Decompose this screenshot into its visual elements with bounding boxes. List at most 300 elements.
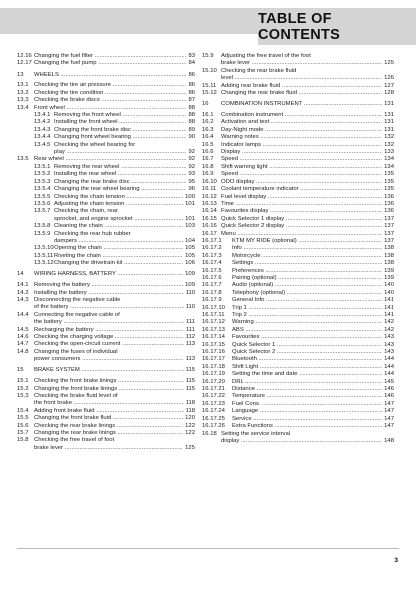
toc-entry-title: Favourites ..... xyxy=(232,334,382,341)
toc-left-column xyxy=(17,53,195,452)
toc-entry[interactable] xyxy=(202,231,394,238)
toc-entry-body xyxy=(34,282,195,289)
toc-entry[interactable] xyxy=(17,97,195,104)
toc-entry[interactable] xyxy=(17,245,195,252)
toc-entry-body xyxy=(221,179,394,186)
toc-chapter-entry[interactable] xyxy=(17,271,195,278)
toc-entry[interactable] xyxy=(202,371,394,378)
toc-entry-last-line xyxy=(221,112,394,119)
toc-entry-number: 16.17.24 xyxy=(202,408,225,415)
toc-entry-title: Changing the front brake linings ..... xyxy=(34,386,184,393)
toc-entry-number: 16.17.21 xyxy=(202,386,225,393)
toc-entry-title: Info ..... xyxy=(232,245,382,252)
toc-entry-title: Preferences ..... xyxy=(232,268,382,275)
toc-entry-number: 14.4 xyxy=(17,311,29,318)
toc-entry[interactable] xyxy=(17,437,195,452)
toc-entry-title: Quick Selector 2 display ..... xyxy=(221,223,382,230)
toc-entry[interactable] xyxy=(202,208,394,215)
toc-entry-body xyxy=(232,364,394,371)
toc-entry-body xyxy=(34,105,195,112)
toc-entry[interactable] xyxy=(202,408,394,415)
toc-entry[interactable] xyxy=(202,275,394,282)
toc-entry-body xyxy=(221,134,394,141)
toc-entry[interactable] xyxy=(202,156,394,163)
toc-entry[interactable] xyxy=(17,119,195,126)
toc-entry-title-line: Checking the brake fluid level of xyxy=(34,393,118,400)
toc-entry-page: 115 xyxy=(185,385,195,392)
toc-entry-page: 147 xyxy=(384,415,394,422)
toc-entry[interactable] xyxy=(202,179,394,186)
toc-entry-title-line: Disconnecting the negative cable xyxy=(34,296,121,303)
toc-entry-last-line xyxy=(34,282,195,289)
toc-entry-title: General Info ..... xyxy=(232,297,382,304)
toc-entry-page: 147 xyxy=(384,400,394,407)
toc-entry-title: Changing the rear brake disc ..... xyxy=(54,179,186,186)
toc-entry-number: 16.18 xyxy=(202,430,217,437)
toc-entry-last-line xyxy=(34,72,195,79)
toc-entry-body xyxy=(34,90,195,97)
toc-entry-number: 15.7 xyxy=(17,430,29,437)
toc-entry-body xyxy=(221,164,394,171)
toc-entry-number: 13.5.3 xyxy=(34,178,51,185)
header-tab xyxy=(258,8,416,45)
toc-entry-body xyxy=(54,223,195,230)
toc-entry[interactable] xyxy=(202,334,394,341)
toc-entry[interactable] xyxy=(17,179,195,186)
toc-entry-title: Front wheel ..... xyxy=(34,105,186,112)
toc-entry[interactable] xyxy=(202,142,394,149)
toc-entry-body xyxy=(221,112,394,119)
toc-entry-body xyxy=(221,53,394,68)
toc-entry[interactable] xyxy=(202,319,394,326)
toc-entry[interactable] xyxy=(17,297,195,312)
toc-entry[interactable] xyxy=(17,201,195,208)
toc-entry[interactable] xyxy=(202,379,394,386)
toc-entry-page: 135 xyxy=(384,171,394,178)
toc-entry[interactable] xyxy=(202,149,394,156)
toc-entry-last-line xyxy=(221,223,394,230)
toc-entry-last-line xyxy=(34,430,195,437)
toc-entry-page: 137 xyxy=(384,223,394,230)
toc-entry-page: 86 xyxy=(188,71,195,78)
toc-entry-last-line xyxy=(221,90,394,97)
toc-entry-title: Quick Selector 1 ..... xyxy=(232,342,382,349)
toc-entry[interactable] xyxy=(202,260,394,267)
toc-entry-last-line xyxy=(221,216,394,223)
toc-entry[interactable] xyxy=(17,112,195,119)
toc-entry[interactable] xyxy=(17,186,195,193)
toc-entry-last-line xyxy=(232,327,394,334)
toc-entry-page: 87 xyxy=(188,97,195,104)
toc-entry-last-line xyxy=(34,327,195,334)
toc-entry-number: 15 xyxy=(17,367,24,374)
toc-entry[interactable] xyxy=(17,231,195,246)
toc-entry-body xyxy=(221,68,394,83)
toc-entry-page: 106 xyxy=(185,260,195,267)
toc-entry-last-line xyxy=(34,334,195,341)
toc-entry-page: 115 xyxy=(185,378,195,385)
toc-entry[interactable] xyxy=(202,216,394,223)
toc-entry-number: 16.15 xyxy=(202,215,217,222)
toc-entry-page: 139 xyxy=(384,267,394,274)
toc-entry-number: 16.7 xyxy=(202,156,214,163)
toc-entry-body xyxy=(34,72,195,79)
toc-entry-body xyxy=(54,179,195,186)
toc-entry-number: 16 xyxy=(202,101,209,108)
toc-entry-title: KTM MY RIDE (optional) ..... xyxy=(232,238,382,245)
toc-entry-number: 15.12 xyxy=(202,90,217,97)
toc-entry-page: 111 xyxy=(186,326,195,333)
toc-entry-last-line xyxy=(221,134,394,141)
toc-entry-body xyxy=(54,194,195,201)
toc-entry-page: 113 xyxy=(185,356,195,363)
toc-entry-body xyxy=(34,53,195,60)
toc-entry-page: 104 xyxy=(185,237,195,244)
toc-entry-body xyxy=(232,268,394,275)
toc-entry-last-line xyxy=(221,75,394,82)
toc-entry[interactable] xyxy=(202,194,394,201)
toc-entry-page: 146 xyxy=(384,386,394,393)
toc-entry-page: 103 xyxy=(185,223,195,230)
toc-entry-number: 13.5.4 xyxy=(34,186,51,193)
toc-entry-last-line xyxy=(232,393,394,400)
toc-entry-page: 112 xyxy=(185,334,195,340)
toc-entry-last-line xyxy=(232,275,394,282)
toc-entry-number: 16.17.17 xyxy=(202,356,225,363)
toc-entry[interactable] xyxy=(17,208,195,223)
toc-entry-body xyxy=(221,223,394,230)
toc-entry[interactable] xyxy=(17,171,195,178)
toc-chapter-entry[interactable] xyxy=(17,72,195,79)
toc-entry-last-line xyxy=(232,349,394,356)
toc-entry-number: 15.9 xyxy=(202,53,214,59)
toc-entry-last-line xyxy=(54,134,195,141)
toc-entry-number: 16.17.18 xyxy=(202,363,225,370)
toc-entry-last-line xyxy=(34,378,195,385)
toc-entry-title-line: Checking the free travel of foot xyxy=(34,437,115,444)
toc-entry[interactable] xyxy=(202,386,394,393)
toc-entry[interactable] xyxy=(17,282,195,289)
toc-entry-number: 15.6 xyxy=(17,422,29,429)
page-title: TABLE OF CONTENTS xyxy=(258,10,341,43)
toc-entry[interactable] xyxy=(202,119,394,126)
toc-entry-number: 16.17.14 xyxy=(202,334,225,341)
toc-entry[interactable] xyxy=(17,386,195,393)
toc-entry-body xyxy=(34,349,195,364)
toc-entry[interactable] xyxy=(17,60,195,67)
toc-entry[interactable] xyxy=(17,312,195,327)
toc-entry-body xyxy=(34,82,195,89)
toc-entry-title: power consumers ..... xyxy=(34,356,184,363)
toc-entry-number: 16.2 xyxy=(202,119,214,126)
toc-entry-body xyxy=(34,60,195,67)
toc-entry-last-line xyxy=(232,253,394,260)
toc-entry-title: Checking the open-circuit current ..... xyxy=(34,341,184,348)
toc-entry[interactable] xyxy=(17,105,195,112)
toc-entry[interactable] xyxy=(17,327,195,334)
toc-entry[interactable] xyxy=(17,334,195,341)
toc-entry-page: 142 xyxy=(384,326,394,333)
toc-entry-number: 16.17.2 xyxy=(202,245,222,252)
toc-entry-body xyxy=(54,208,195,223)
toc-entry[interactable] xyxy=(17,82,195,89)
toc-entry[interactable] xyxy=(202,327,394,334)
toc-chapter-entry[interactable] xyxy=(17,367,195,374)
toc-entry-number: 12.17 xyxy=(17,60,32,67)
toc-entry-title: COMBINATION INSTRUMENT ..... xyxy=(221,101,382,108)
toc-entry-title: Removing the front wheel ..... xyxy=(54,112,186,119)
toc-entry-page: 136 xyxy=(384,200,394,207)
toc-entry[interactable] xyxy=(202,349,394,356)
toc-entry-title: Changing the rear brake fluid ..... xyxy=(221,90,382,97)
toc-entry[interactable] xyxy=(17,260,195,267)
toc-entry-page: 120 xyxy=(185,415,195,422)
toc-entry-number: 16.17.3 xyxy=(202,252,222,259)
toc-entry[interactable] xyxy=(202,268,394,275)
toc-entry[interactable] xyxy=(202,356,394,363)
toc-entry-page: 131 xyxy=(384,119,394,126)
toc-entry-last-line xyxy=(232,297,394,304)
toc-entry-number: 16.17.8 xyxy=(202,289,222,296)
toc-entry-number: 14.3 xyxy=(17,296,29,303)
toc-entry-page: 136 xyxy=(384,208,394,215)
toc-chapter-entry[interactable] xyxy=(202,101,394,108)
toc-entry[interactable] xyxy=(202,297,394,304)
toc-entry[interactable] xyxy=(17,393,195,408)
toc-entry-body xyxy=(232,275,394,282)
toc-entry-title: Checking the tire air pressure ..... xyxy=(34,82,186,89)
toc-entry-title: Riveting the chain ..... xyxy=(54,253,183,260)
toc-entry[interactable] xyxy=(202,253,394,260)
toc-entry[interactable] xyxy=(202,423,394,430)
toc-entry-number: 13.4.1 xyxy=(34,112,51,119)
toc-entry[interactable] xyxy=(17,378,195,385)
toc-entry-title: Opening the chain ..... xyxy=(54,245,183,252)
toc-entry-last-line xyxy=(34,445,195,452)
toc-entry-page: 131 xyxy=(384,126,394,133)
toc-entry-body xyxy=(34,393,195,408)
toc-entry[interactable] xyxy=(202,68,394,83)
toc-entry[interactable] xyxy=(17,127,195,134)
toc-entry-body xyxy=(34,386,195,393)
toc-entry-page: 122 xyxy=(185,430,195,437)
toc-entry[interactable] xyxy=(202,238,394,245)
toc-entry-body xyxy=(34,378,195,385)
toc-right-column xyxy=(202,53,394,445)
toc-entry[interactable] xyxy=(202,393,394,400)
toc-entry-body xyxy=(34,97,195,104)
toc-entry[interactable] xyxy=(17,408,195,415)
toc-entry-page: 125 xyxy=(384,60,394,67)
toc-entry[interactable] xyxy=(17,134,195,141)
toc-entry[interactable] xyxy=(202,342,394,349)
toc-entry[interactable] xyxy=(17,430,195,437)
toc-entry-number: 16.17.4 xyxy=(202,260,222,267)
toc-entry-title: Pairing (optional) ..... xyxy=(232,275,382,282)
toc-entry-last-line xyxy=(221,208,394,215)
toc-entry-last-line xyxy=(221,142,394,149)
toc-entry-title: Trip 1 ..... xyxy=(232,305,382,312)
toc-entry-title: Bluetooth ..... xyxy=(232,356,382,363)
toc-entry[interactable] xyxy=(202,164,394,171)
toc-entry-page: 137 xyxy=(384,237,394,244)
toc-entry[interactable] xyxy=(202,201,394,208)
toc-entry-body xyxy=(232,238,394,245)
toc-entry-body xyxy=(34,271,195,278)
toc-entry[interactable] xyxy=(17,53,195,60)
toc-entry-page: 142 xyxy=(384,319,394,326)
toc-entry-title-line: Changing the fuses of individual xyxy=(34,348,118,355)
toc-entry-number: 16.17.15 xyxy=(202,341,225,348)
toc-entry-page: 143 xyxy=(384,349,394,356)
toc-entry-last-line xyxy=(232,290,394,297)
toc-entry-last-line xyxy=(34,271,195,278)
toc-entry-title: Settings ..... xyxy=(232,260,382,267)
toc-entry[interactable] xyxy=(17,164,195,171)
toc-entry-title: Adjusting the chain tension ..... xyxy=(54,201,183,208)
toc-entry-last-line xyxy=(221,438,394,445)
toc-entry-last-line xyxy=(34,53,195,60)
toc-entry-body xyxy=(54,253,195,260)
toc-entry[interactable] xyxy=(202,83,394,90)
toc-entry-last-line xyxy=(54,201,195,208)
toc-entry[interactable] xyxy=(202,127,394,134)
toc-entry-last-line xyxy=(232,268,394,275)
toc-entry-number: 15.10 xyxy=(202,67,217,74)
toc-entry-title: dampers ..... xyxy=(54,238,183,245)
toc-entry-body xyxy=(221,208,394,215)
toc-entry[interactable] xyxy=(17,156,195,163)
toc-entry-page: 100 xyxy=(185,193,195,200)
toc-entry-last-line xyxy=(221,231,394,238)
toc-entry-page: 131 xyxy=(384,112,394,119)
toc-entry-body xyxy=(232,282,394,289)
toc-entry[interactable] xyxy=(202,223,394,230)
toc-entry-title: Changing the rear wheel bearing ..... xyxy=(54,186,186,193)
toc-entry-number: 16.10 xyxy=(202,178,217,185)
toc-entry[interactable] xyxy=(202,305,394,312)
toc-entry-number: 14.1 xyxy=(17,282,29,289)
toc-entry-title: brake lever ..... xyxy=(221,60,382,67)
toc-entry-number: 16.14 xyxy=(202,208,217,215)
toc-entry-body xyxy=(221,83,394,90)
toc-entry[interactable] xyxy=(202,112,394,119)
toc-entry-title: Speed ..... xyxy=(221,156,382,163)
toc-entry-title: Speed ..... xyxy=(221,171,382,178)
toc-entry[interactable] xyxy=(17,223,195,230)
toc-entry[interactable] xyxy=(202,401,394,408)
toc-entry-last-line xyxy=(232,379,394,386)
toc-entry-title: Telephony (optional) ..... xyxy=(232,290,382,297)
toc-entry-title: Checking the rear brake linings ..... xyxy=(34,423,183,430)
toc-entry-body xyxy=(34,341,195,348)
toc-entry-title: Temperature ..... xyxy=(232,393,382,400)
toc-entry-last-line xyxy=(232,305,394,312)
toc-entry-last-line xyxy=(34,423,195,430)
toc-entry-number: 16.17.13 xyxy=(202,326,225,333)
toc-entry[interactable] xyxy=(202,90,394,97)
toc-entry[interactable] xyxy=(202,290,394,297)
toc-entry[interactable] xyxy=(17,349,195,364)
toc-entry[interactable] xyxy=(202,134,394,141)
toc-entry-body xyxy=(54,112,195,119)
toc-entry-page: 83 xyxy=(188,53,195,59)
toc-entry-number: 15.4 xyxy=(17,407,29,414)
toc-entry-last-line xyxy=(232,401,394,408)
toc-entry-page: 132 xyxy=(384,141,394,148)
toc-entry-last-line xyxy=(34,415,195,422)
toc-entry-page: 135 xyxy=(384,178,394,185)
toc-entry-title: sprocket, and engine sprocket ..... xyxy=(54,216,183,223)
toc-entry-body xyxy=(221,194,394,201)
toc-entry[interactable] xyxy=(17,90,195,97)
toc-entry-last-line xyxy=(34,367,195,374)
toc-entry-page: 101 xyxy=(185,200,195,207)
toc-entry-body xyxy=(34,327,195,334)
toc-entry-number: 13.5.5 xyxy=(34,193,51,200)
toc-entry[interactable] xyxy=(202,53,394,68)
toc-entry-page: 147 xyxy=(384,423,394,430)
toc-entry-body xyxy=(221,156,394,163)
toc-entry-page: 126 xyxy=(384,75,394,82)
toc-entry-body xyxy=(221,171,394,178)
toc-entry-page: 138 xyxy=(384,260,394,267)
toc-entry-body xyxy=(221,231,394,238)
toc-entry-title: Shift warning light ..... xyxy=(221,164,382,171)
toc-entry[interactable] xyxy=(17,142,195,157)
toc-entry[interactable] xyxy=(202,431,394,446)
toc-entry-body xyxy=(221,101,394,108)
toc-entry[interactable] xyxy=(202,186,394,193)
toc-entry-body xyxy=(54,142,195,157)
toc-entry-last-line xyxy=(221,156,394,163)
toc-entry-title: Favourites display ..... xyxy=(221,208,382,215)
toc-entry-title: Combination instrument ..... xyxy=(221,112,382,119)
toc-entry-page: 144 xyxy=(384,356,394,363)
toc-entry-number: 16.17.9 xyxy=(202,297,222,304)
toc-entry-page: 113 xyxy=(185,341,195,348)
toc-entry-last-line xyxy=(54,260,195,267)
toc-entry-page: 93 xyxy=(188,171,195,178)
toc-entry[interactable] xyxy=(202,171,394,178)
toc-entry-number: 13.5.2 xyxy=(34,171,51,178)
toc-entry-body xyxy=(232,386,394,393)
toc-entry-page: 145 xyxy=(384,378,394,385)
toc-entry-last-line xyxy=(232,312,394,319)
toc-entry-title-line: Checking the rear hub rubber xyxy=(54,230,131,237)
toc-entry-number: 13.4.3 xyxy=(34,126,51,133)
toc-entry[interactable] xyxy=(17,194,195,201)
toc-entry[interactable] xyxy=(17,423,195,430)
toc-entry[interactable] xyxy=(202,312,394,319)
toc-entry[interactable] xyxy=(17,253,195,260)
toc-entry[interactable] xyxy=(202,416,394,423)
toc-entry[interactable] xyxy=(202,282,394,289)
toc-entry-page: 140 xyxy=(384,282,394,289)
toc-entry-last-line xyxy=(232,356,394,363)
toc-entry-last-line xyxy=(54,119,195,126)
toc-entry-title: Checking the brake discs ..... xyxy=(34,97,186,104)
toc-entry-last-line xyxy=(34,408,195,415)
toc-entry[interactable] xyxy=(202,364,394,371)
toc-entry[interactable] xyxy=(17,341,195,348)
toc-entry-number: 13.5.11 xyxy=(34,252,54,259)
toc-entry[interactable] xyxy=(17,290,195,297)
toc-entry[interactable] xyxy=(17,415,195,422)
toc-entry-body xyxy=(34,156,195,163)
toc-entry[interactable] xyxy=(202,245,394,252)
toc-entry-body xyxy=(221,90,394,97)
